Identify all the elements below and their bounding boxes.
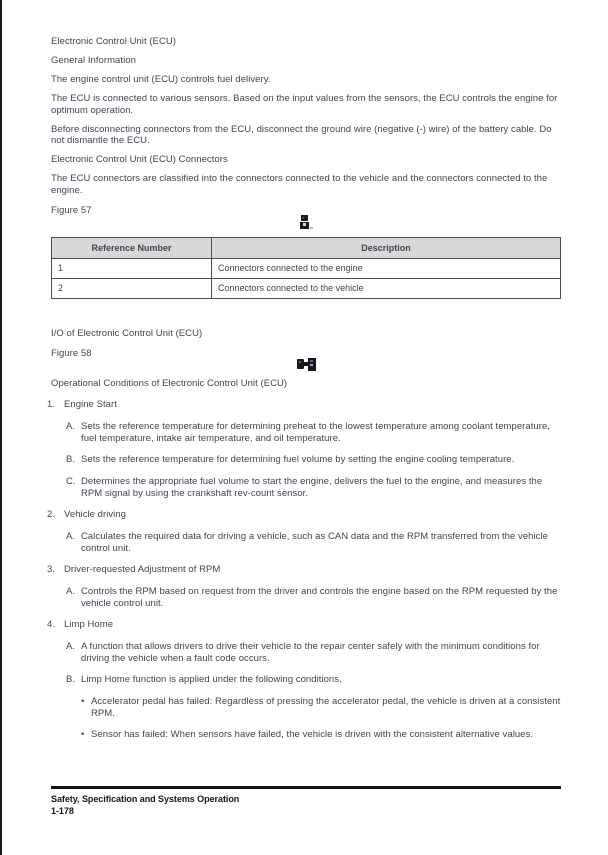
table-cell-reference: 1 <box>52 258 212 278</box>
reference-table <box>51 237 561 299</box>
paragraph: The engine control unit (ECU) controls fuel delivery. <box>51 74 271 85</box>
table-header-description: Description <box>212 237 561 258</box>
list-item-number: 1. <box>47 399 56 410</box>
bullet-marker: • <box>81 729 85 740</box>
list-item <box>47 509 561 521</box>
list-subitem <box>51 531 561 555</box>
list-subitem-letter: B. <box>66 454 76 465</box>
list-subitem <box>51 674 561 686</box>
list-item-label: Vehicle driving <box>64 509 127 520</box>
list-subitem-letter: C. <box>66 475 76 487</box>
list-subitem-text: Limp Home function is applied under the following conditions. <box>81 674 342 685</box>
paragraph: The ECU is connected to various sensors. Based on the input values from the sensors, the ECU controls the engine for optimum operation. <box>51 93 558 116</box>
list-subitem-text: Controls the RPM based on request from the driver and controls the engine based on the RPM requested by the vehicle control unit. <box>81 585 558 609</box>
list-subitem-text: Calculates the required data for driving a vehicle, such as CAN data and the RPM transferred from the vehicle control unit. <box>81 530 548 554</box>
list-item-number: 2. <box>47 509 56 520</box>
table-cell-reference: 2 <box>52 278 212 298</box>
list-subitem-letter: A. <box>66 420 76 432</box>
page-content <box>47 36 561 741</box>
page-footer <box>51 786 561 817</box>
figure-57-label: Figure 57 <box>51 205 92 216</box>
subsection-heading-io-ecu: I/O of Electronic Control Unit (ECU) <box>51 327 203 339</box>
footer-page-number: 1-178 <box>51 805 74 816</box>
list-subitem <box>51 641 561 665</box>
list-subitem <box>51 421 561 445</box>
figure-58-label: Figure 58 <box>51 348 92 359</box>
section-title: Electronic Control Unit (ECU) <box>51 36 176 47</box>
list-item-label: Driver-requested Adjustment of RPM <box>64 564 221 575</box>
list-subitem-letter: A. <box>66 585 76 597</box>
list-subitem-text: Sets the reference temperature for determining preheat to the lowest temperature among coolant temperature, fuel temperature, intake air temperature, and oil temperature. <box>81 420 550 444</box>
list-subitem <box>51 586 561 610</box>
footer-section-title: Safety, Specification and Systems Operation <box>51 794 240 804</box>
operational-conditions-list <box>47 399 561 741</box>
list-subitem-letter: A. <box>66 640 76 652</box>
list-item <box>47 399 561 411</box>
table-header-row <box>52 237 561 258</box>
broken-image-icon <box>297 358 316 371</box>
list-subitem <box>51 454 561 466</box>
paragraph: Before disconnecting connectors from the ECU, disconnect the ground wire (negative (-) wire) of the battery cable. Do not dismantle the ECU. <box>51 123 552 146</box>
list-item-number: 3. <box>47 564 56 575</box>
list-subitem <box>51 476 561 500</box>
bullet-marker: • <box>81 695 85 707</box>
table-row <box>52 258 561 278</box>
list-bullet-item <box>51 729 561 741</box>
subsection-heading-operational-conditions: Operational Conditions of Electronic Control Unit (ECU) <box>51 378 288 389</box>
footer-divider <box>51 786 561 789</box>
list-subitem-letter: A. <box>66 530 76 542</box>
list-bullet-item <box>51 696 561 720</box>
list-subitem-text: Determines the appropriate fuel volume to start the engine, delivers the fuel to the engine, and measures the RPM signal by using the crankshaft rev-count sensor. <box>81 475 543 499</box>
page-edge-line <box>0 0 2 855</box>
bullet-text: Sensor has failed: When sensors have failed, the vehicle is driven with the consistent alternative values. <box>91 729 534 740</box>
list-item-label: Limp Home <box>64 619 114 630</box>
table-cell-description: Connectors connected to the vehicle <box>212 278 561 298</box>
subsection-heading-general-information: General Information <box>51 55 136 66</box>
paragraph: The ECU connectors are classified into the connectors connected to the vehicle and the connectors connected to the engine. <box>51 173 548 196</box>
list-item <box>47 564 561 576</box>
table-header-reference-number: Reference Number <box>52 237 212 258</box>
figure-58-image-row <box>51 358 561 371</box>
figure-57-image-row <box>51 215 561 231</box>
table-row <box>52 278 561 298</box>
table-cell-description: Connectors connected to the engine <box>212 258 561 278</box>
broken-image-icon <box>299 215 313 230</box>
list-item <box>47 619 561 631</box>
list-item-number: 4. <box>47 619 56 630</box>
list-subitem-text: A function that allows drivers to drive their vehicle to the repair center safely with the minimum conditions for driving the vehicle when a fault code occurs. <box>81 640 540 664</box>
bullet-text: Accelerator pedal has failed: Regardless of pressing the accelerator pedal, the vehicle is driven at a consistent RPM. <box>91 695 561 719</box>
list-subitem-letter: B. <box>66 674 76 685</box>
list-subitem-text: Sets the reference temperature for determining fuel volume by setting the engine cooling temperature. <box>81 454 515 465</box>
list-item-label: Engine Start <box>64 399 117 410</box>
subsection-heading-ecu-connectors: Electronic Control Unit (ECU) Connectors <box>51 154 228 165</box>
